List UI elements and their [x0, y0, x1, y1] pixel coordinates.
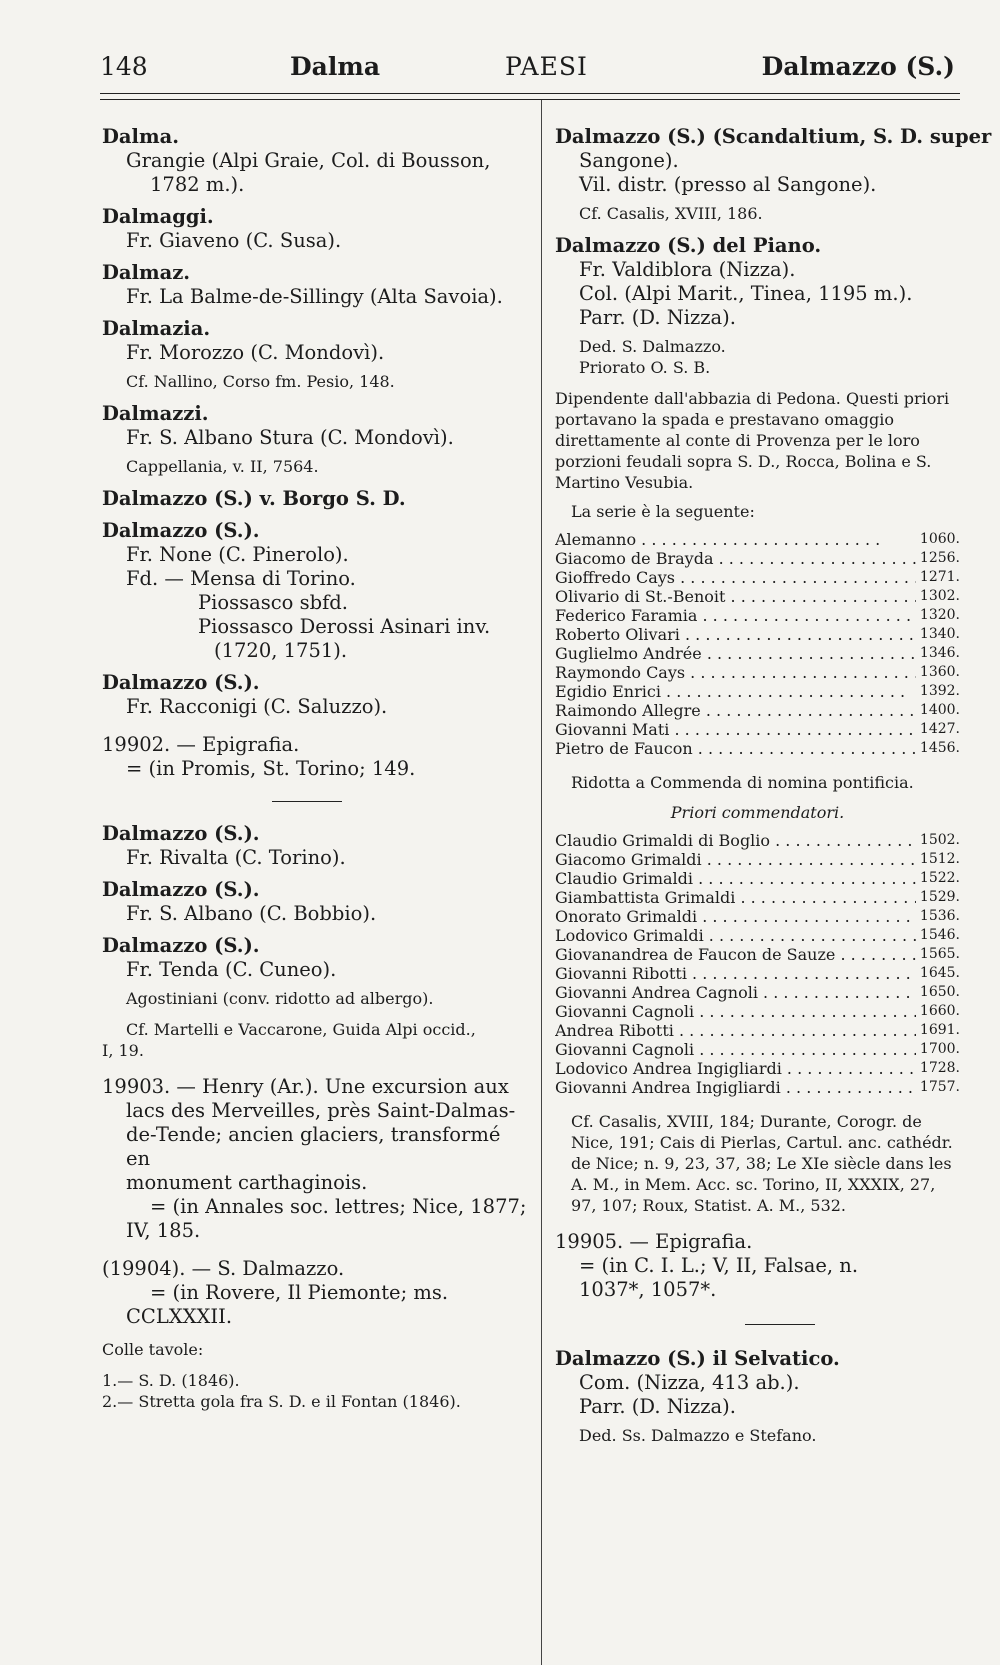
- entry-dalmazzo-borgo: [102, 487, 527, 511]
- year: 1320.: [919, 607, 960, 623]
- left-column: [102, 125, 527, 1424]
- list-item: [555, 644, 960, 663]
- entry-dalmazia: [102, 317, 527, 392]
- person-name: Gioffredo Cays . . .: [555, 568, 916, 587]
- bib-line: (19904). — S. Dalmazzo.: [102, 1257, 345, 1280]
- entry-head: Dalma.: [102, 125, 180, 148]
- person-name: Giovanni Andrea Ingigliardi . . .: [555, 1078, 916, 1097]
- running-header: [100, 52, 955, 92]
- list-item: [555, 1059, 960, 1078]
- bib-line: 19905. — Epigrafia.: [555, 1230, 753, 1253]
- year: 1691.: [919, 1022, 960, 1038]
- list-item: [555, 739, 960, 758]
- entry-line: Fr. Tenda (C. Cuneo).: [126, 958, 337, 981]
- person-name: Giovanandrea de Faucon de Sauze . . .: [555, 945, 916, 964]
- year: 1650.: [919, 984, 960, 1000]
- list-item: [555, 1021, 960, 1040]
- list-item: [555, 964, 960, 983]
- list-item: [555, 831, 960, 850]
- entry-note: Agostiniani (conv. ridotto ad albergo).: [126, 989, 434, 1008]
- list-item: [555, 682, 960, 701]
- list-item: [555, 983, 960, 1002]
- person-name: Federico Faramia . . .: [555, 606, 916, 625]
- list-item: [555, 1040, 960, 1059]
- person-name: Pietro de Faucon . . .: [555, 739, 916, 758]
- person-name: Giovanni Cagnoli . . .: [555, 1002, 916, 1021]
- bib-line: monument carthaginois.: [126, 1171, 368, 1194]
- year: 1400.: [919, 702, 960, 718]
- list-item: [555, 663, 960, 682]
- entry-dalmazzo-rivalta: [102, 822, 527, 870]
- year: 1565.: [919, 946, 960, 962]
- entry-dalma: [102, 125, 527, 197]
- entry-note: Ded. Ss. Dalmazzo e Stefano.: [579, 1426, 817, 1445]
- entry-line: Vil. distr. (presso al Sangone).: [579, 173, 877, 196]
- year: 1427.: [919, 721, 960, 737]
- entry-note: Cf. Casalis, XVIII, 186.: [579, 204, 763, 223]
- entry-line: Fr. Giaveno (C. Susa).: [126, 229, 342, 252]
- bibliography-19902: [102, 733, 527, 781]
- year: 1728.: [919, 1060, 960, 1076]
- year: 1346.: [919, 645, 960, 661]
- year: 1392.: [919, 683, 960, 699]
- list-item: [555, 907, 960, 926]
- list-item: [555, 869, 960, 888]
- person-name: Egidio Enrici . . .: [555, 682, 916, 701]
- entry-line: Col. (Alpi Marit., Tinea, 1195 m.).: [579, 282, 913, 305]
- entry-line: Piossasco sbfd.: [198, 591, 348, 614]
- entry-dalmazzo-racconigi: [102, 671, 527, 719]
- year: 1536.: [919, 908, 960, 924]
- list-item: [555, 888, 960, 907]
- year: 1529.: [919, 889, 960, 905]
- year: 1522.: [919, 870, 960, 886]
- year: 1302.: [919, 588, 960, 604]
- entry-reference: I, 19.: [102, 1041, 144, 1060]
- year: 1340.: [919, 626, 960, 642]
- entry-head: Dalmaggi.: [102, 205, 214, 228]
- person-name: Claudio Grimaldi . . .: [555, 869, 916, 888]
- bib-line: = (in Rovere, Il Piemonte; ms.: [150, 1281, 449, 1304]
- list-item: [555, 568, 960, 587]
- commendators-title: Priori commendatori.: [670, 803, 845, 822]
- entry-line: (1720, 1751).: [214, 639, 348, 662]
- year: 1660.: [919, 1003, 960, 1019]
- running-head-center: PAESI: [505, 52, 588, 81]
- list-item: [555, 1078, 960, 1097]
- year: 1360.: [919, 664, 960, 680]
- person-name: Andrea Ribotti . . .: [555, 1021, 916, 1040]
- person-name: Lodovico Andrea Ingigliardi . . .: [555, 1059, 916, 1078]
- section-separator: [745, 1324, 815, 1325]
- list-item: [555, 850, 960, 869]
- entry-head: Dalmazzo (S.).: [102, 671, 260, 694]
- person-name: Giovanni Ribotti . . .: [555, 964, 916, 983]
- entry-line: Fr. Rivalta (C. Torino).: [126, 846, 346, 869]
- entry-dalmazzi: [102, 402, 527, 477]
- bib-line: IV, 185.: [126, 1219, 201, 1242]
- year: 1060.: [919, 531, 960, 547]
- entry-line: Grangie (Alpi Graie, Col. di Bousson,: [126, 149, 491, 172]
- person-name: Olivario di St.-Benoit . . .: [555, 587, 916, 606]
- person-name: Lodovico Grimaldi . . .: [555, 926, 916, 945]
- entry-line: Sangone).: [579, 149, 679, 172]
- entry-head: Dalmazzo (S.) v. Borgo S. D.: [102, 487, 406, 510]
- header-rule-bottom: [100, 99, 960, 100]
- person-name: Onorato Grimaldi . . .: [555, 907, 916, 926]
- person-name: Roberto Olivari . . .: [555, 625, 916, 644]
- year: 1502.: [919, 832, 960, 848]
- bibliography-19903: [102, 1075, 527, 1243]
- right-column: [555, 125, 992, 1456]
- section-separator: [272, 801, 342, 802]
- person-name: Giambattista Grimaldi . . .: [555, 888, 916, 907]
- entry-line: Fd. — Mensa di Torino.: [126, 567, 356, 590]
- entry-head: Dalmazzo (S.) il Selvatico.: [555, 1347, 840, 1370]
- reference-paragraph: Cf. Casalis, XVIII, 184; Durante, Corogr. de Nice, 191; Cais di Pierlas, Cartul. anc. cathédr. de Nice; n. 9, 23, 37, 38; Le XIe siècle dans les A. M., in Mem. Acc. sc. Torino, II, XXXIX, 27, 97, 107; Roux, Statist. A. M., 532.: [571, 1112, 953, 1215]
- list-item: [555, 530, 960, 549]
- entry-line: Fr. S. Albano Stura (C. Mondovì).: [126, 426, 454, 449]
- year: 1456.: [919, 740, 960, 756]
- list-item: [555, 1002, 960, 1021]
- year: 1256.: [919, 550, 960, 566]
- year: 1271.: [919, 569, 960, 585]
- entry-dalmazzo-none: [102, 519, 527, 663]
- commendators-list: [555, 831, 960, 1097]
- entry-dalmazzo-scandaltium: [555, 125, 992, 224]
- list-item: [555, 701, 960, 720]
- bib-line: = (in Annales soc. lettres; Nice, 1877;: [150, 1195, 527, 1218]
- person-name: Giacomo Grimaldi . . .: [555, 850, 916, 869]
- person-name: Claudio Grimaldi di Boglio . . .: [555, 831, 916, 850]
- entry-dalmazzo-tenda: [102, 934, 527, 1061]
- year: 1757.: [919, 1079, 960, 1095]
- entry-line: Fr. S. Albano (C. Bobbio).: [126, 902, 377, 925]
- entry-line: Fr. La Balme-de-Sillingy (Alta Savoia).: [126, 285, 503, 308]
- entry-note: Ded. S. Dalmazzo.: [579, 337, 726, 356]
- entry-dalmazzo-albano: [102, 878, 527, 926]
- entry-line: Fr. Racconigi (C. Saluzzo).: [126, 695, 388, 718]
- entry-dalmazzo-selvatico: [555, 1347, 960, 1446]
- entry-dalmaggi: [102, 205, 527, 253]
- bib-line: = (in C. I. L.; V, II, Falsae, n.: [579, 1254, 859, 1277]
- person-name: Giovanni Mati . . .: [555, 720, 916, 739]
- bib-line: lacs des Merveilles, près Saint-Dalmas-: [126, 1099, 516, 1122]
- commenda-note: Ridotta a Commenda di nomina pontificia.: [571, 773, 914, 792]
- entry-head: Dalmazia.: [102, 317, 211, 340]
- entry-note: 2.— Stretta gola fra S. D. e il Fontan (1846).: [102, 1392, 461, 1411]
- person-name: Giovanni Andrea Cagnoli . . .: [555, 983, 916, 1002]
- person-name: Giacomo de Brayda . . .: [555, 549, 916, 568]
- bib-line: CCLXXXII.: [126, 1305, 233, 1328]
- year: 1512.: [919, 851, 960, 867]
- entry-note: Colle tavole:: [102, 1340, 204, 1359]
- entry-line: Parr. (D. Nizza).: [579, 1395, 736, 1418]
- list-item: [555, 606, 960, 625]
- list-item: [555, 625, 960, 644]
- entry-reference: Cf. Martelli e Vaccarone, Guida Alpi occid.,: [126, 1020, 476, 1039]
- series-intro: La serie è la seguente:: [571, 502, 755, 521]
- entry-head: Dalmazzo (S.) (Scandaltium, S. D. super: [555, 125, 992, 148]
- page-number: 148: [100, 52, 148, 81]
- running-head-left: Dalma: [290, 52, 381, 81]
- entry-line: 1782 m.).: [150, 173, 245, 196]
- column-divider: [541, 100, 542, 1665]
- list-item: [555, 587, 960, 606]
- year: 1645.: [919, 965, 960, 981]
- bibliography-19904: [102, 1257, 527, 1412]
- entry-head: Dalmazzo (S.).: [102, 822, 260, 845]
- running-head-right: Dalmazzo (S.): [761, 52, 955, 81]
- entry-dalmaz: [102, 261, 527, 309]
- entry-note: Priorato O. S. B.: [579, 358, 711, 377]
- entry-note: 1.— S. D. (1846).: [102, 1371, 240, 1390]
- bib-line: de-Tende; ancien glaciers, transformé en: [126, 1123, 501, 1170]
- bib-line: 19903. — Henry (Ar.). Une excursion aux: [102, 1075, 509, 1098]
- person-name: Guglielmo Andrée . . .: [555, 644, 916, 663]
- entry-line: Parr. (D. Nizza).: [579, 306, 736, 329]
- year: 1700.: [919, 1041, 960, 1057]
- list-item: [555, 945, 960, 964]
- person-name: Giovanni Cagnoli . . .: [555, 1040, 916, 1059]
- header-rule-top: [100, 93, 960, 94]
- bib-line: 1037*, 1057*.: [579, 1278, 717, 1301]
- entry-head: Dalmazzi.: [102, 402, 209, 425]
- entry-head: Dalmazzo (S.) del Piano.: [555, 234, 822, 257]
- year: 1546.: [919, 927, 960, 943]
- entry-line: Fr. None (C. Pinerolo).: [126, 543, 349, 566]
- entry-line: Com. (Nizza, 413 ab.).: [579, 1371, 800, 1394]
- list-item: [555, 549, 960, 568]
- entry-line: Fr. Valdiblora (Nizza).: [579, 258, 796, 281]
- person-name: Alemanno . . .: [555, 530, 916, 549]
- priors-list: [555, 530, 960, 758]
- bib-line: = (in Promis, St. Torino; 149.: [126, 757, 416, 780]
- bib-line: 19902. — Epigrafia.: [102, 733, 300, 756]
- entry-note: Cappellania, v. II, 7564.: [126, 457, 319, 476]
- history-paragraph: Dipendente dall'abbazia di Pedona. Questi priori portavano la spada e prestavano omaggio direttamente al conte di Provenza per le loro porzioni feudali sopra S. D., Rocca, Bolina e S. Martino Vesubia.: [555, 389, 950, 492]
- person-name: Raimondo Allegre . . .: [555, 701, 916, 720]
- list-item: [555, 720, 960, 739]
- entry-line: Fr. Morozzo (C. Mondovì).: [126, 341, 385, 364]
- entry-head: Dalmazzo (S.).: [102, 878, 260, 901]
- entry-head: Dalmaz.: [102, 261, 191, 284]
- list-item: [555, 926, 960, 945]
- entry-dalmazzo-del-piano: [555, 234, 960, 522]
- entry-head: Dalmazzo (S.).: [102, 519, 260, 542]
- person-name: Raymondo Cays . . .: [555, 663, 916, 682]
- entry-line: Piossasco Derossi Asinari inv.: [198, 615, 491, 638]
- bibliography-19905: [555, 1230, 960, 1302]
- entry-head: Dalmazzo (S.).: [102, 934, 260, 957]
- entry-note: Cf. Nallino, Corso fm. Pesio, 148.: [126, 372, 395, 391]
